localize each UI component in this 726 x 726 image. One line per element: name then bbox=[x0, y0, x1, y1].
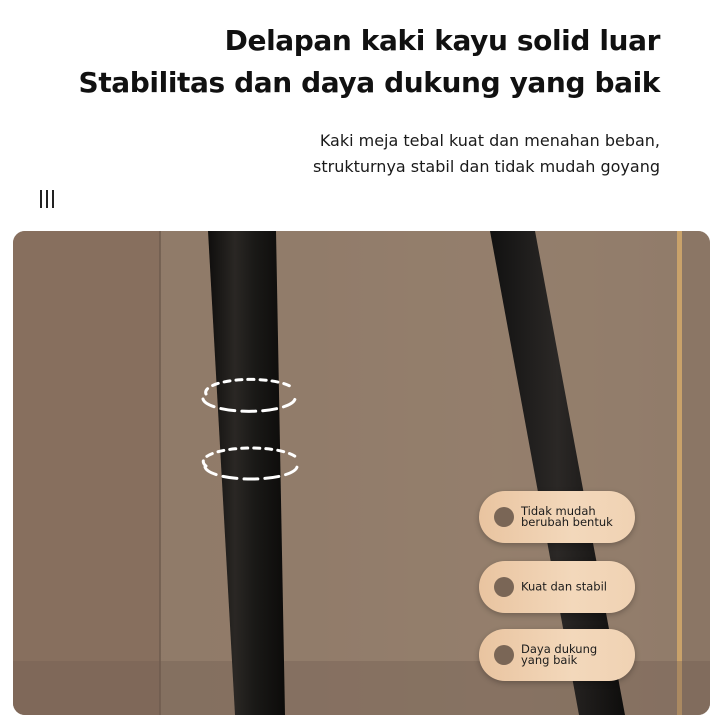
bullet-dot-icon bbox=[494, 507, 514, 527]
wall-panel-left bbox=[13, 231, 160, 715]
wall-panel-right bbox=[682, 231, 710, 715]
feature-badge bbox=[479, 561, 635, 613]
gold-trim bbox=[677, 231, 682, 715]
feature-badge bbox=[479, 629, 635, 681]
feature-badge bbox=[479, 491, 635, 543]
feature-label: Kuat dan stabil bbox=[521, 579, 607, 594]
bullet-dot-icon bbox=[494, 577, 514, 597]
menu-icon[interactable] bbox=[40, 190, 54, 208]
subtext-line-2: strukturnya stabil dan tidak mudah goyang bbox=[313, 157, 660, 176]
feature-label: Daya dukung yang baik bbox=[521, 642, 598, 667]
headline-line-1: Delapan kaki kayu solid luar bbox=[224, 24, 660, 57]
bullet-dot-icon bbox=[494, 645, 514, 665]
subtext-line-1: Kaki meja tebal kuat dan menahan beban, bbox=[319, 131, 660, 150]
headline-line-2: Stabilitas dan daya dukung yang baik bbox=[78, 66, 660, 99]
feature-label: Tidak mudah berubah bentuk bbox=[521, 504, 613, 529]
